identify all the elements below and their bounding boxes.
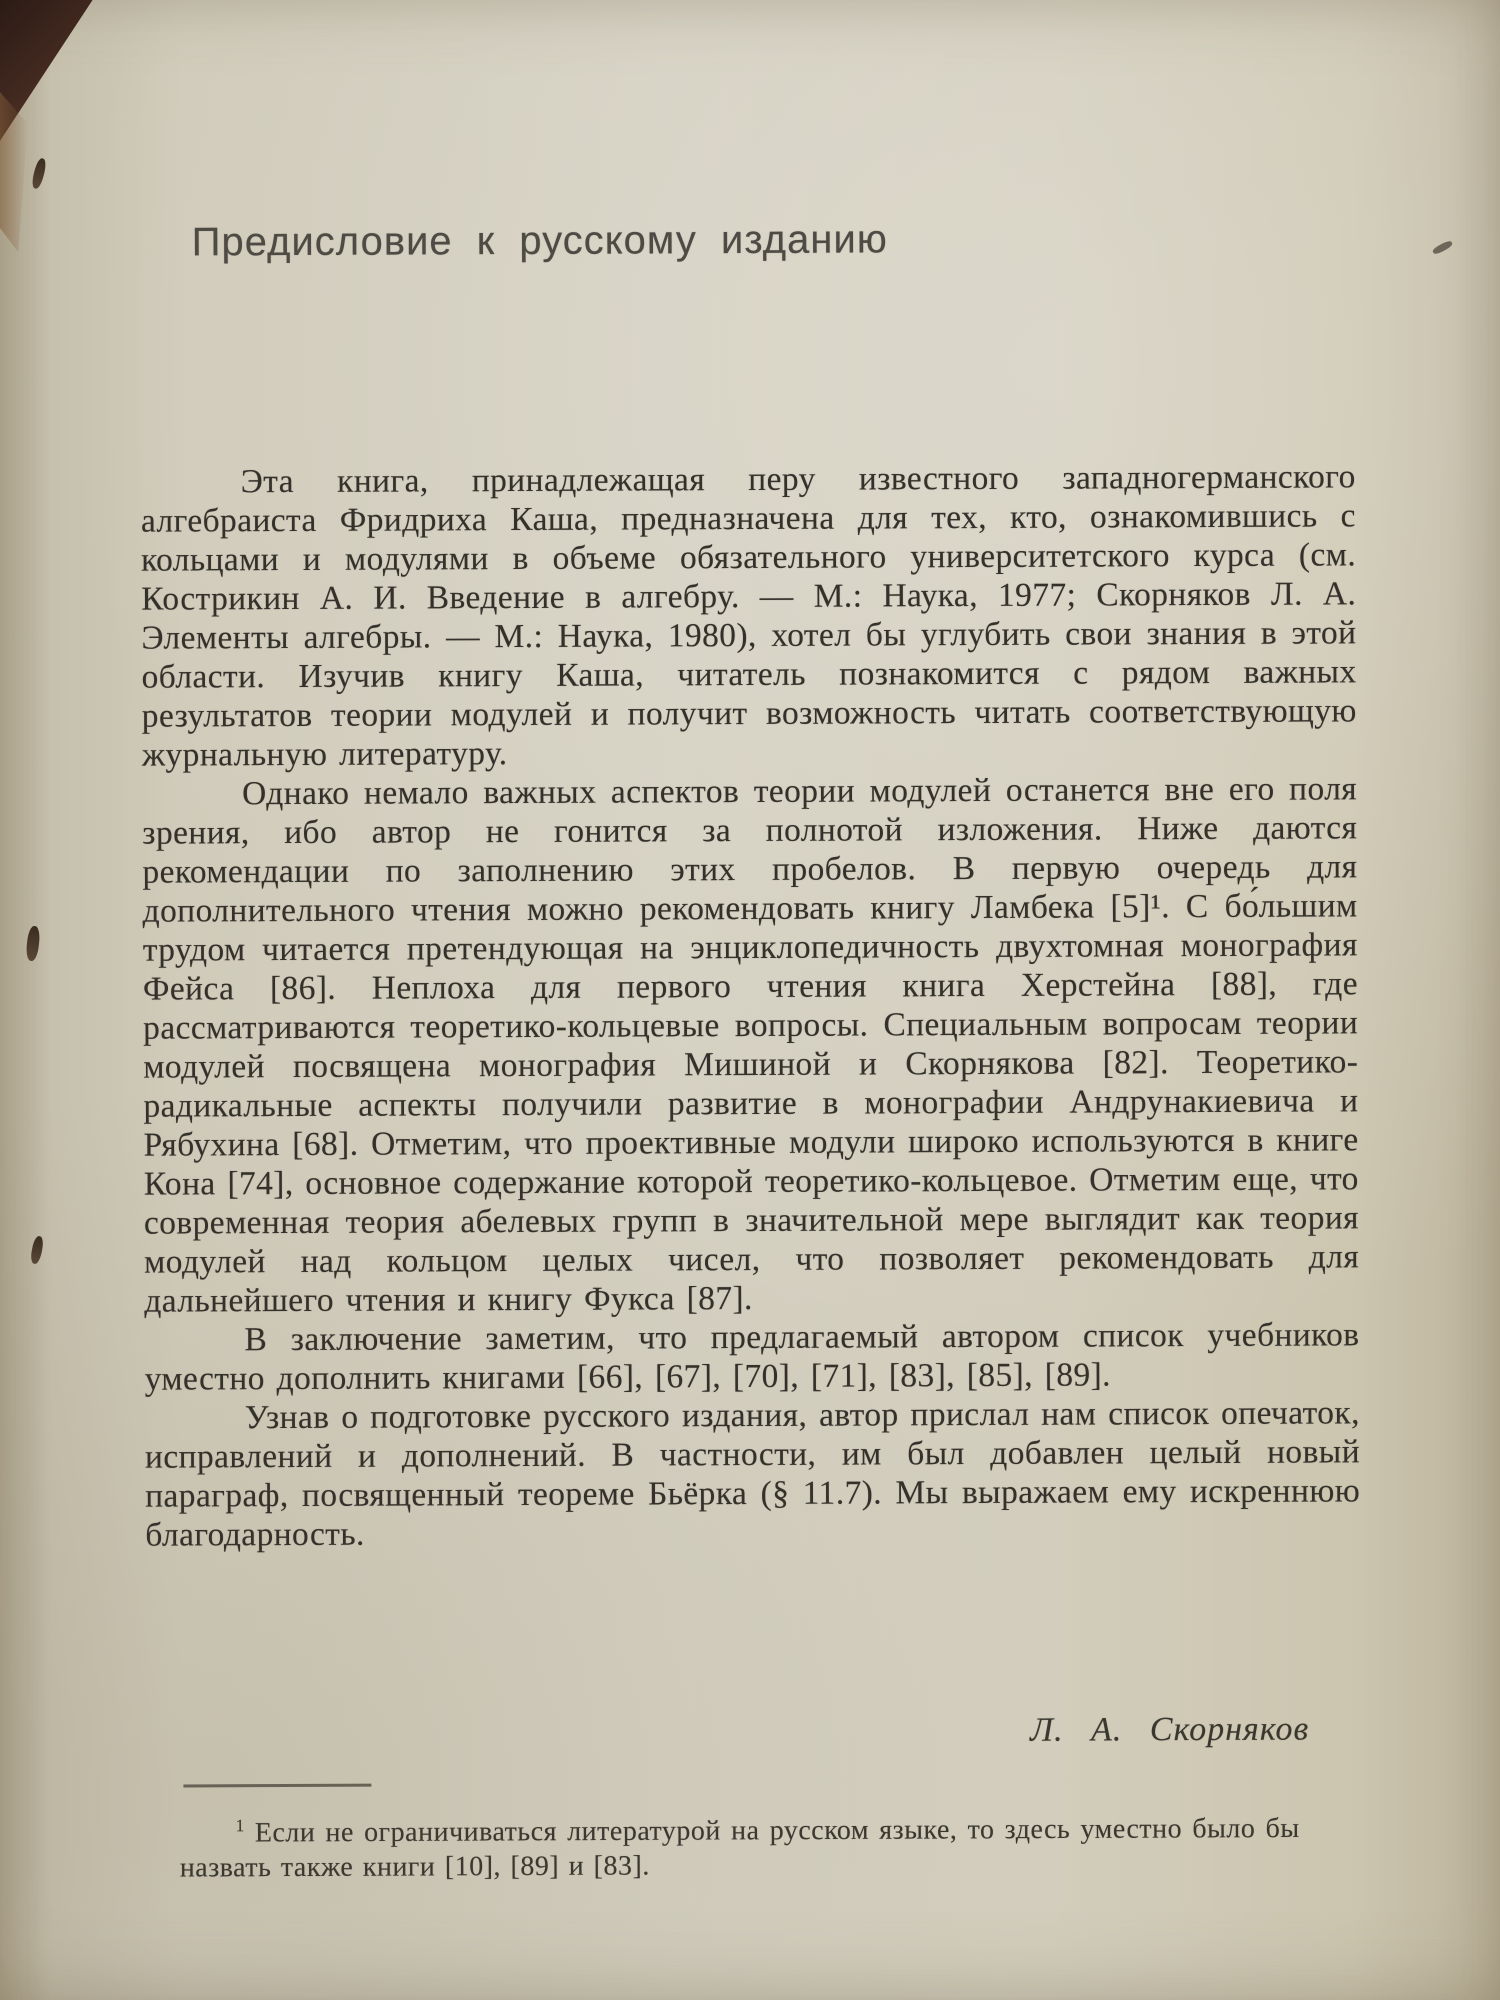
signature: Л. А. Скорняков <box>1029 1710 1310 1749</box>
page-title: Предисловие к русскому изданию <box>191 217 888 265</box>
footnote <box>180 1804 1300 1886</box>
paragraph-intro: Эта книга, принадлежащая перу известного западногерманского алгебраиста Фридриха Каша, предназначена для тех, кто, ознакомившись с кольцами и модулями в объеме обязательного университетского курса (см. Кострикин А. И. Введение в алгебру. — М.: Наука, 1977; Скорняков Л. А. Элементы алгебры. — М.: Наука, 1980), хотел бы углубить свои знания в этой области. Изучив книгу Каша, читатель познакомится с рядом важных результатов теории модулей и получит возможность читать соответствующую журнальную литературу. <box>140 458 1357 774</box>
footnote-rule <box>183 1784 371 1788</box>
paragraph-recommendations: Однако немало важных аспектов теории модулей останется вне его поля зрения, ибо автор не гонится за полнотой изложения. Ниже даются рекомендации по заполнению этих пробелов. В первую очередь для дополнительного чтения можно рекомендовать книгу Ламбека [5]¹. С бо́льшим трудом читается претендующая на энциклопедичность двухтомная монография Фейса [86]. Неплоха для первого чтения книга Херстейна [88], где рассматриваются теоретико-кольцевые вопросы. Специальным вопросам теории модулей посвящена монография Мишиной и Скорнякова [82]. Теоретико-радикальные аспекты получили развитие в монографии Андрунакиевича и Рябухина [68]. Отметим, что проективные модули широко используются в книге Кона [74], основное содержание которой теоретико-кольцевое. Отметим еще, что современная теория абелевых групп в значительной мере выглядит как теория модулей над кольцом целых чисел, что позволяет рекомендовать для дальнейшего чтения и книгу Фукса [87]. <box>142 770 1360 1320</box>
footnote-marker: 1 <box>235 1816 245 1836</box>
footnote-text: Если не ограничиваться литературой на русском языке, то здесь уместно было бы назвать также книги [10], [89] и [83]. <box>179 1812 1300 1884</box>
paragraph-conclusion: В заключение заметим, что предлагаемый автором список учебников уместно дополнить книгами [66], [67], [70], [71], [83], [85], [89]. <box>144 1316 1360 1398</box>
page-body <box>141 457 1361 1554</box>
paragraph-author-note: Узнав о подготовке русского издания, автор прислал нам список опечаток, исправлений и дополнений. В частности, им был добавлен целый новый параграф, посвященный теореме Бьёрка (§ 11.7). Мы выражаем ему искреннюю благодарность. <box>144 1394 1361 1554</box>
